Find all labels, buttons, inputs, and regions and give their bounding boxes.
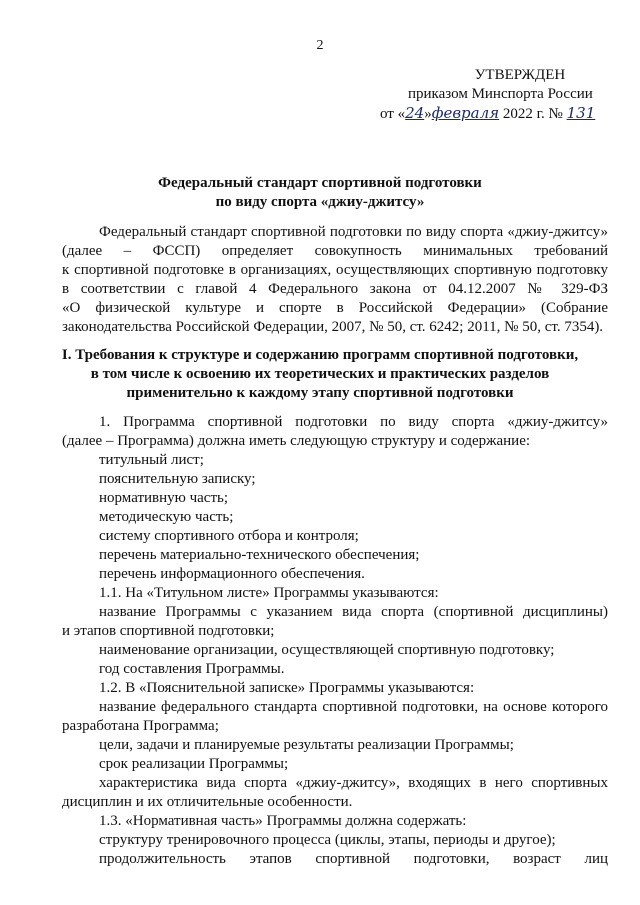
body-line: 1.3. «Нормативная часть» Программы должна содержать:	[99, 813, 467, 829]
handwritten-month: февраля	[431, 104, 500, 122]
body-line: продолжительность этапов спортивной подготовки, возраст лиц	[99, 851, 608, 867]
body-line: перечень материально-технического обеспечения;	[99, 547, 420, 563]
approval-date	[380, 104, 620, 124]
approval-title: УТВЕРЖДЕН	[474, 67, 566, 83]
body-line: срок реализации Программы;	[99, 756, 289, 772]
title-line-1: Федеральный стандарт спортивной подготовки	[158, 175, 482, 191]
handwritten-day: 24	[405, 104, 425, 122]
body-line: нормативную часть;	[99, 490, 229, 506]
section-1-heading	[0, 346, 640, 403]
handwritten-order-number: 131	[566, 104, 596, 122]
date-year: 2022 г. №	[499, 106, 567, 122]
approval-order: приказом Минспорта России	[408, 86, 593, 102]
intro-line: в соответствии с главой 4 Федерального закона от 04.12.2007 № 329-ФЗ	[62, 281, 608, 297]
body-line: перечень информационного обеспечения.	[99, 566, 365, 582]
section-heading-line: в том числе к освоению их теоретических и практических разделов	[90, 366, 550, 382]
intro-line: законодательства Российской Федерации, 2007, № 50, ст. 6242; 2011, № 50, ст. 7354).	[62, 319, 604, 335]
body-line: наименование организации, осуществляющей спортивную подготовку;	[99, 642, 555, 658]
document-title	[0, 174, 640, 212]
body-line: 1.1. На «Титульном листе» Программы указываются:	[99, 585, 439, 601]
body-text	[62, 413, 608, 869]
intro-line: к спортивной подготовке в организациях, осуществляющих спортивную подготовку	[62, 262, 608, 278]
body-line: название федерального стандарта спортивной подготовки, на основе которого	[99, 699, 608, 715]
body-line: 1. Программа спортивной подготовки по виду спорта «джиу-джитсу»	[99, 414, 608, 430]
body-line: дисциплин и их отличительные особенности.	[62, 794, 353, 810]
intro-line: (далее – ФССП) определяет совокупность минимальных требований	[62, 243, 608, 259]
body-line: методическую часть;	[99, 509, 234, 525]
body-line: цели, задачи и планируемые результаты реализации Программы;	[99, 737, 514, 753]
approval-stamp	[380, 66, 620, 124]
body-line: 1.2. В «Пояснительной записке» Программы указываются:	[99, 680, 475, 696]
date-prefix: от «	[380, 106, 406, 122]
intro-line: Федеральный стандарт спортивной подготовки по виду спорта «джиу-джитсу»	[99, 224, 608, 240]
body-line: (далее – Программа) должна иметь следующую структуру и содержание:	[62, 433, 531, 449]
body-line: характеристика вида спорта «джиу-джитсу», входящих в него спортивных	[99, 775, 608, 791]
body-line: систему спортивного отбора и контроля;	[99, 528, 359, 544]
intro-paragraph	[62, 223, 608, 337]
body-line: и этапов спортивной подготовки;	[62, 623, 275, 639]
body-line: разработана Программа;	[62, 718, 219, 734]
body-line: структуру тренировочного процесса (циклы, этапы, периоды и другое);	[99, 832, 556, 848]
body-line: титульный лист;	[99, 452, 204, 468]
body-line: год составления Программы.	[99, 661, 285, 677]
page-number: 2	[316, 38, 324, 53]
body-line: название Программы с указанием вида спорта (спортивной дисциплины)	[99, 604, 608, 620]
section-heading-line: I. Требования к структуре и содержанию программ спортивной подготовки,	[61, 347, 579, 363]
intro-line: «О физической культуре и спорте в Российской Федерации» (Собрание	[62, 300, 608, 316]
title-line-2: по виду спорта «джиу-джитсу»	[215, 194, 425, 210]
section-heading-line: применительно к каждому этапу спортивной подготовки	[126, 385, 514, 401]
date-separator: »	[424, 106, 432, 122]
body-line: пояснительную записку;	[99, 471, 256, 487]
